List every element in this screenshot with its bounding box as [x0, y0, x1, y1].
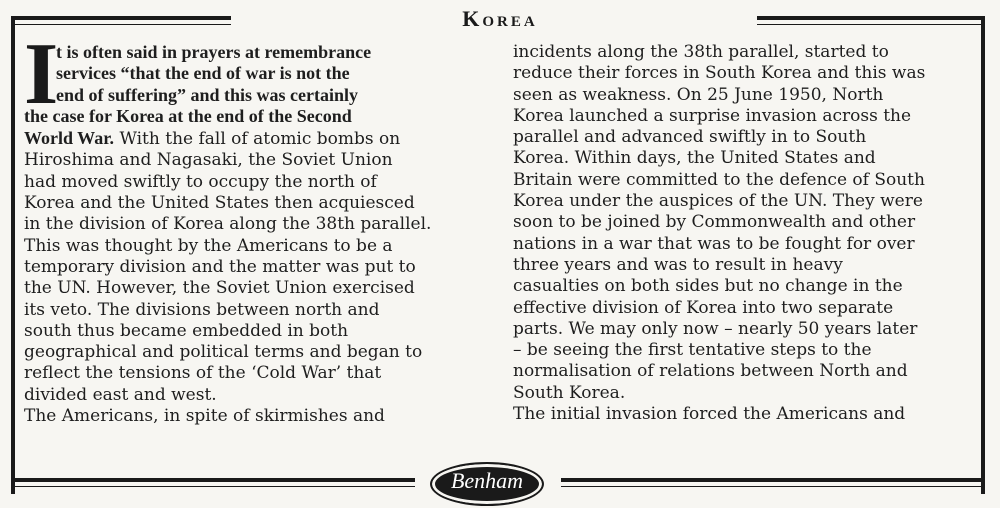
text-line: With the fall of atomic bombs on: [119, 129, 401, 150]
frame-bottom-right-thin-rule: [561, 486, 985, 487]
text-line: casualties on both sides but no change in the: [513, 276, 903, 297]
text-line: effective division of Korea into two separate: [513, 297, 894, 318]
frame-right-rule: [981, 16, 985, 494]
text-line: its veto. The divisions between north and: [24, 299, 380, 320]
frame-bottom-left-rule: [11, 478, 415, 482]
text-line: geographical and political terms and began to: [24, 342, 423, 363]
text-line: This was thought by the Americans to be a: [24, 235, 393, 256]
page-title: Korea: [462, 6, 538, 31]
text-line: – be seeing the first tentative steps to the: [513, 340, 872, 361]
text-line: Korea. Within days, the United States and: [513, 148, 876, 169]
text-line: nations in a war that was to be fought for over: [513, 233, 915, 254]
right-column: [513, 42, 936, 425]
drop-cap: I: [24, 26, 59, 123]
text-line: Korea under the auspices of the UN. They were: [513, 191, 923, 212]
lead-line: t is often said in prayers at remembrance: [56, 42, 372, 62]
text-line: in the division of Korea along the 38th parallel.: [24, 214, 432, 235]
text-line: The initial invasion forced the Americans and: [513, 404, 906, 425]
text-line: The Americans, in spite of skirmishes and: [24, 406, 385, 427]
text-line: normalisation of relations between North and: [513, 361, 908, 382]
text-line: had moved swiftly to occupy the north of: [24, 171, 377, 192]
text-line: [24, 128, 466, 150]
logo-text: Benham: [450, 468, 524, 493]
frame-bottom-right-rule: [561, 478, 985, 482]
text-line: parts. We may only now – nearly 50 years later: [513, 318, 918, 339]
text-line: the UN. However, the Soviet Union exercised: [24, 278, 415, 299]
benham-logo: [430, 462, 544, 506]
text-line: Korea and the United States then acquiesced: [24, 193, 415, 214]
frame-bottom-left-thin-rule: [11, 486, 415, 487]
text-line: seen as weakness. On 25 June 1950, North: [513, 84, 884, 105]
text-line: Britain were committed to the defence of South: [513, 169, 925, 190]
lead-line: the case for Korea at the end of the Second: [24, 105, 352, 126]
text-line: [24, 106, 466, 128]
text-line: reflect the tensions of the ‘Cold War’ that: [24, 363, 382, 384]
text-line: Korea launched a surprise invasion across the: [513, 105, 912, 126]
text-line: divided east and west.: [24, 384, 217, 405]
lead-line: World War.: [24, 128, 115, 149]
text-line: South Korea.: [513, 382, 626, 403]
text-line: three years and was to result in heavy: [513, 254, 843, 275]
left-column: [24, 42, 466, 427]
lead-line: end of suffering” and this was certainly: [56, 84, 359, 105]
frame-left-rule: [11, 16, 15, 494]
lead-line: services “that the end of war is not the: [56, 63, 350, 84]
text-line: parallel and advanced swiftly in to South: [513, 127, 867, 148]
text-line: temporary division and the matter was put to: [24, 256, 416, 277]
text-line: south thus became embedded in both: [24, 320, 349, 341]
text-line: Hiroshima and Nagasaki, the Soviet Union: [24, 150, 393, 171]
text-line: soon to be joined by Commonwealth and other: [513, 212, 916, 233]
text-line: incidents along the 38th parallel, started to: [513, 42, 889, 62]
text-line: reduce their forces in South Korea and this was: [513, 63, 926, 84]
